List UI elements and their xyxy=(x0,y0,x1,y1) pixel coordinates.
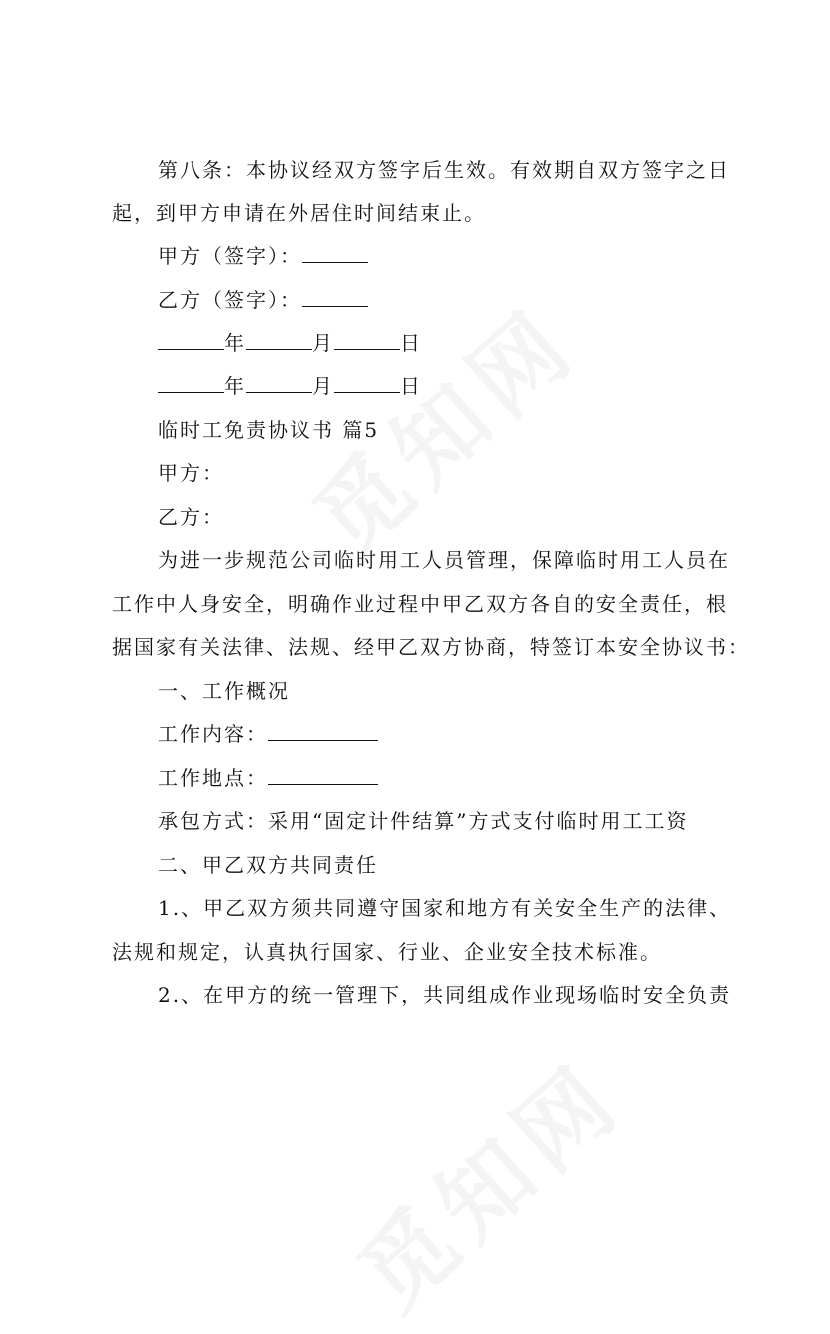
year-blank xyxy=(158,374,224,393)
work-content-label: 工作内容： xyxy=(158,722,268,746)
work-content xyxy=(158,720,378,748)
party-a-signature xyxy=(158,242,368,270)
heading-work-overview: 一、工作概况 xyxy=(158,679,290,703)
party-b-signature xyxy=(158,286,368,314)
party-b-label: 乙方： xyxy=(158,505,224,529)
article-8-line-2: 起，到甲方申请在外居住时间结束止。 xyxy=(112,201,486,225)
contract-method: 承包方式：采用“固定计件结算”方式支付临时用工工资 xyxy=(158,809,689,833)
year-label: 年 xyxy=(224,374,246,398)
work-location-blank xyxy=(268,766,378,785)
year-blank xyxy=(158,331,224,350)
signature-blank xyxy=(302,244,368,263)
party-b-signature-label: 乙方（签字）： xyxy=(158,288,302,312)
party-a-signature-label: 甲方（签字）： xyxy=(158,244,302,268)
work-content-blank xyxy=(268,722,378,741)
day-label: 日 xyxy=(400,374,422,398)
date-line-1 xyxy=(158,329,422,357)
item-1-line-2: 法规和规定，认真执行国家、行业、企业安全技术标准。 xyxy=(112,940,662,964)
item-1-line-1: 1.、甲乙双方须共同遵守国家和地方有关安全生产的法律、 xyxy=(158,896,732,920)
intro-line-1: 为进一步规范公司临时用工人员管理，保障临时用工人员在 xyxy=(158,548,730,572)
month-label: 月 xyxy=(312,374,334,398)
work-location xyxy=(158,764,378,792)
date-line-2 xyxy=(158,372,422,400)
year-label: 年 xyxy=(224,331,246,355)
month-label: 月 xyxy=(312,331,334,355)
signature-blank xyxy=(302,288,368,307)
month-blank xyxy=(246,374,312,393)
item-2-line-1: 2.、在甲方的统一管理下，共同组成作业现场临时安全负责 xyxy=(158,983,732,1007)
section-title: 临时工免责协议书 篇5 xyxy=(158,418,380,442)
intro-line-2: 工作中人身安全，明确作业过程中甲乙双方各自的安全责任，根 xyxy=(112,592,728,616)
day-blank xyxy=(334,331,400,350)
day-label: 日 xyxy=(400,331,422,355)
heading-joint-responsibility: 二、甲乙双方共同责任 xyxy=(158,853,378,877)
day-blank xyxy=(334,374,400,393)
intro-line-3: 据国家有关法律、法规、经甲乙双方协商，特签订本安全协议书： xyxy=(112,635,750,659)
work-location-label: 工作地点： xyxy=(158,766,268,790)
party-a-label: 甲方： xyxy=(158,461,224,485)
article-8-line-1: 第八条：本协议经双方签字后生效。有效期自双方签字之日 xyxy=(158,158,730,182)
month-blank xyxy=(246,331,312,350)
watermark-bottom xyxy=(326,1028,646,1334)
